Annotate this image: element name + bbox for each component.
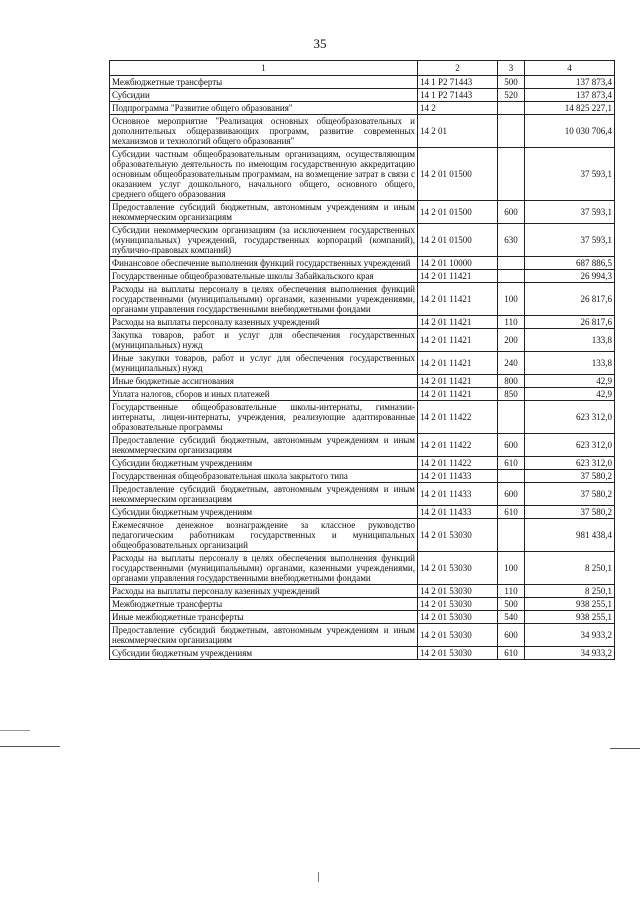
- row-name-cell: Государственная общеобразовательная школа закрытого типа: [110, 470, 418, 483]
- row-type-cell: 200: [498, 329, 525, 352]
- row-code-cell: 14 2 01 53030: [418, 647, 498, 660]
- row-code-cell: 14 2 01 53030: [418, 624, 498, 647]
- table-row: [110, 598, 615, 611]
- row-name-cell: Уплата налогов, сборов и иных платежей: [110, 388, 418, 401]
- row-name-cell: Субсидии бюджетным учреждениям: [110, 506, 418, 519]
- row-code-cell: 14 2 01 11421: [418, 283, 498, 316]
- row-code-cell: 14 2 01 53030: [418, 598, 498, 611]
- row-name-cell: Субсидии некоммерческим организациям (за исключением государственных (муниципальных) учреждений, государственных корпораций (компаний), публично-правовых компаний): [110, 224, 418, 257]
- row-type-cell: 240: [498, 352, 525, 375]
- row-name-cell: Расходы на выплаты персоналу казенных учреждений: [110, 316, 418, 329]
- table-row: [110, 647, 615, 660]
- row-name-cell: Иные межбюджетные трансферты: [110, 611, 418, 624]
- row-sum-cell: 37 580,2: [525, 506, 615, 519]
- table-row: [110, 506, 615, 519]
- table-row: [110, 283, 615, 316]
- row-name-cell: Закупка товаров, работ и услуг для обеспечения государственных (муниципальных) нужд: [110, 329, 418, 352]
- row-type-cell: 600: [498, 483, 525, 506]
- row-type-cell: [498, 115, 525, 148]
- row-code-cell: 14 2 01 11421: [418, 388, 498, 401]
- row-sum-cell: 981 438,4: [525, 519, 615, 552]
- row-code-cell: 14 2 01 11421: [418, 352, 498, 375]
- row-sum-cell: 687 886,5: [525, 257, 615, 270]
- table-row: [110, 388, 615, 401]
- column-header: 2: [418, 61, 498, 76]
- row-sum-cell: 37 580,2: [525, 483, 615, 506]
- table-body: [110, 76, 615, 660]
- row-name-cell: Подпрограмма "Развитие общего образования": [110, 102, 418, 115]
- row-sum-cell: 137 873,4: [525, 89, 615, 102]
- table-row: [110, 434, 615, 457]
- column-header: 1: [110, 61, 418, 76]
- table-row: [110, 483, 615, 506]
- row-type-cell: 610: [498, 506, 525, 519]
- row-sum-cell: 14 825 227,1: [525, 102, 615, 115]
- row-sum-cell: 42,9: [525, 388, 615, 401]
- row-type-cell: 610: [498, 457, 525, 470]
- row-name-cell: Иные закупки товаров, работ и услуг для обеспечения государственных (муниципальных) нужд: [110, 352, 418, 375]
- table-row: [110, 270, 615, 283]
- table-header-row: [110, 61, 615, 76]
- row-name-cell: Субсидии: [110, 89, 418, 102]
- table-row: [110, 102, 615, 115]
- row-type-cell: 610: [498, 647, 525, 660]
- scan-margin-line: [610, 748, 640, 749]
- scan-margin-line: [0, 746, 60, 747]
- row-type-cell: [498, 470, 525, 483]
- row-name-cell: Предоставление субсидий бюджетным, автономным учреждениям и иным некоммерческим организациям: [110, 201, 418, 224]
- row-type-cell: [498, 270, 525, 283]
- row-type-cell: 600: [498, 624, 525, 647]
- row-type-cell: 540: [498, 611, 525, 624]
- row-name-cell: Ежемесячное денежное вознаграждение за классное руководство педагогическим работникам государственных и муниципальных общеобразовательных организаций: [110, 519, 418, 552]
- row-code-cell: 14 2 01 53030: [418, 519, 498, 552]
- row-sum-cell: 137 873,4: [525, 76, 615, 89]
- table-row: [110, 201, 615, 224]
- table-row: [110, 470, 615, 483]
- table-row: [110, 375, 615, 388]
- table-row: [110, 624, 615, 647]
- row-name-cell: Предоставление субсидий бюджетным, автономным учреждениям и иным некоммерческим организациям: [110, 483, 418, 506]
- row-code-cell: 14 2 01 53030: [418, 585, 498, 598]
- row-code-cell: 14 2 01 11421: [418, 316, 498, 329]
- row-name-cell: Основное мероприятие "Реализация основных общеобразовательных и дополнительных общеразвивающих программ, развитие современных механизмов и технологий общего образования": [110, 115, 418, 148]
- row-type-cell: 100: [498, 552, 525, 585]
- row-sum-cell: 938 255,1: [525, 611, 615, 624]
- page-number: 35: [313, 36, 327, 51]
- row-type-cell: 800: [498, 375, 525, 388]
- row-code-cell: 14 2 01 11421: [418, 375, 498, 388]
- table-row: [110, 401, 615, 434]
- row-code-cell: 14 2 01 11421: [418, 270, 498, 283]
- row-type-cell: 500: [498, 598, 525, 611]
- row-sum-cell: 623 312,0: [525, 401, 615, 434]
- row-code-cell: 14 1 P2 71443: [418, 89, 498, 102]
- row-sum-cell: 623 312,0: [525, 434, 615, 457]
- row-type-cell: [498, 257, 525, 270]
- row-code-cell: 14 2 01 11422: [418, 457, 498, 470]
- row-code-cell: 14 2 01 11433: [418, 483, 498, 506]
- row-type-cell: [498, 148, 525, 201]
- row-type-cell: 100: [498, 283, 525, 316]
- row-type-cell: 520: [498, 89, 525, 102]
- row-code-cell: 14 2 01 01500: [418, 224, 498, 257]
- row-name-cell: Финансовое обеспечение выполнения функций государственных учреждений: [110, 257, 418, 270]
- row-type-cell: [498, 102, 525, 115]
- row-sum-cell: 623 312,0: [525, 457, 615, 470]
- row-name-cell: Субсидии бюджетным учреждениям: [110, 647, 418, 660]
- row-sum-cell: 133,8: [525, 352, 615, 375]
- row-type-cell: 110: [498, 316, 525, 329]
- table-row: [110, 115, 615, 148]
- row-type-cell: 110: [498, 585, 525, 598]
- row-code-cell: 14 2 01 11433: [418, 470, 498, 483]
- row-code-cell: 14 2: [418, 102, 498, 115]
- table-row: [110, 585, 615, 598]
- column-header: 3: [498, 61, 525, 76]
- row-type-cell: 600: [498, 201, 525, 224]
- row-code-cell: 14 2 01 10000: [418, 257, 498, 270]
- row-name-cell: Межбюджетные трансферты: [110, 598, 418, 611]
- row-sum-cell: 8 250,1: [525, 552, 615, 585]
- scan-margin-mark: [318, 872, 319, 882]
- table-row: [110, 457, 615, 470]
- row-sum-cell: 938 255,1: [525, 598, 615, 611]
- row-sum-cell: 37 580,2: [525, 470, 615, 483]
- row-type-cell: 600: [498, 434, 525, 457]
- row-code-cell: 14 2 01 53030: [418, 611, 498, 624]
- row-name-cell: Иные бюджетные ассигнования: [110, 375, 418, 388]
- row-type-cell: 500: [498, 76, 525, 89]
- row-type-cell: [498, 519, 525, 552]
- row-name-cell: Предоставление субсидий бюджетным, автономным учреждениям и иным некоммерческим организациям: [110, 434, 418, 457]
- row-code-cell: 14 2 01 11422: [418, 401, 498, 434]
- row-code-cell: 14 2 01 01500: [418, 201, 498, 224]
- table-row: [110, 224, 615, 257]
- row-sum-cell: 42,9: [525, 375, 615, 388]
- row-sum-cell: 34 933,2: [525, 624, 615, 647]
- row-type-cell: [498, 401, 525, 434]
- row-name-cell: Предоставление субсидий бюджетным, автономным учреждениям и иным некоммерческим организациям: [110, 624, 418, 647]
- row-name-cell: Государственные общеобразовательные школы-интернаты, гимназии-интернаты, лицеи-интернаты, учреждения, реализующие адаптированные образовательные программы: [110, 401, 418, 434]
- row-sum-cell: 26 817,6: [525, 316, 615, 329]
- table-row: [110, 352, 615, 375]
- row-code-cell: 14 2 01 11422: [418, 434, 498, 457]
- table-row: [110, 257, 615, 270]
- table-row: [110, 316, 615, 329]
- row-type-cell: 850: [498, 388, 525, 401]
- row-sum-cell: 26 817,6: [525, 283, 615, 316]
- row-name-cell: Расходы на выплаты персоналу в целях обеспечения выполнения функций государственными (муниципальными) органами, казенными учреждениями, органами управления государственными внебюджетными фондами: [110, 283, 418, 316]
- row-name-cell: Субсидии бюджетным учреждениям: [110, 457, 418, 470]
- row-code-cell: 14 1 P2 71443: [418, 76, 498, 89]
- row-code-cell: 14 2 01 53030: [418, 552, 498, 585]
- table-row: [110, 89, 615, 102]
- row-code-cell: 14 2 01 11421: [418, 329, 498, 352]
- row-name-cell: Расходы на выплаты персоналу в целях обеспечения выполнения функций государственными (муниципальными) органами, казенными учреждениями, органами управления государственными внебюджетными фондами: [110, 552, 418, 585]
- row-code-cell: 14 2 01 11433: [418, 506, 498, 519]
- row-name-cell: Государственные общеобразовательные школы Забайкальского края: [110, 270, 418, 283]
- row-sum-cell: 37 593,1: [525, 148, 615, 201]
- table-row: [110, 148, 615, 201]
- table-row: [110, 76, 615, 89]
- budget-table: [109, 60, 615, 660]
- scan-margin-line: [0, 730, 30, 731]
- row-name-cell: Расходы на выплаты персоналу казенных учреждений: [110, 585, 418, 598]
- row-sum-cell: 133,8: [525, 329, 615, 352]
- row-sum-cell: 26 994,3: [525, 270, 615, 283]
- row-code-cell: 14 2 01 01500: [418, 148, 498, 201]
- row-sum-cell: 8 250,1: [525, 585, 615, 598]
- row-sum-cell: 10 030 706,4: [525, 115, 615, 148]
- row-code-cell: 14 2 01: [418, 115, 498, 148]
- table-row: [110, 552, 615, 585]
- table-row: [110, 611, 615, 624]
- row-type-cell: 630: [498, 224, 525, 257]
- row-sum-cell: 37 593,1: [525, 224, 615, 257]
- row-sum-cell: 37 593,1: [525, 201, 615, 224]
- column-header: 4: [525, 61, 615, 76]
- row-name-cell: Субсидии частным общеобразовательным организациям, осуществляющим образовательную деятельность по имеющим государственную аккредитацию основным общеобразовательным программам, на возмещение затрат в связи с оказанием услуг дошкольного, начального общего, основного общего, среднего общего образования: [110, 148, 418, 201]
- row-sum-cell: 34 933,2: [525, 647, 615, 660]
- table-row: [110, 519, 615, 552]
- row-name-cell: Межбюджетные трансферты: [110, 76, 418, 89]
- table-row: [110, 329, 615, 352]
